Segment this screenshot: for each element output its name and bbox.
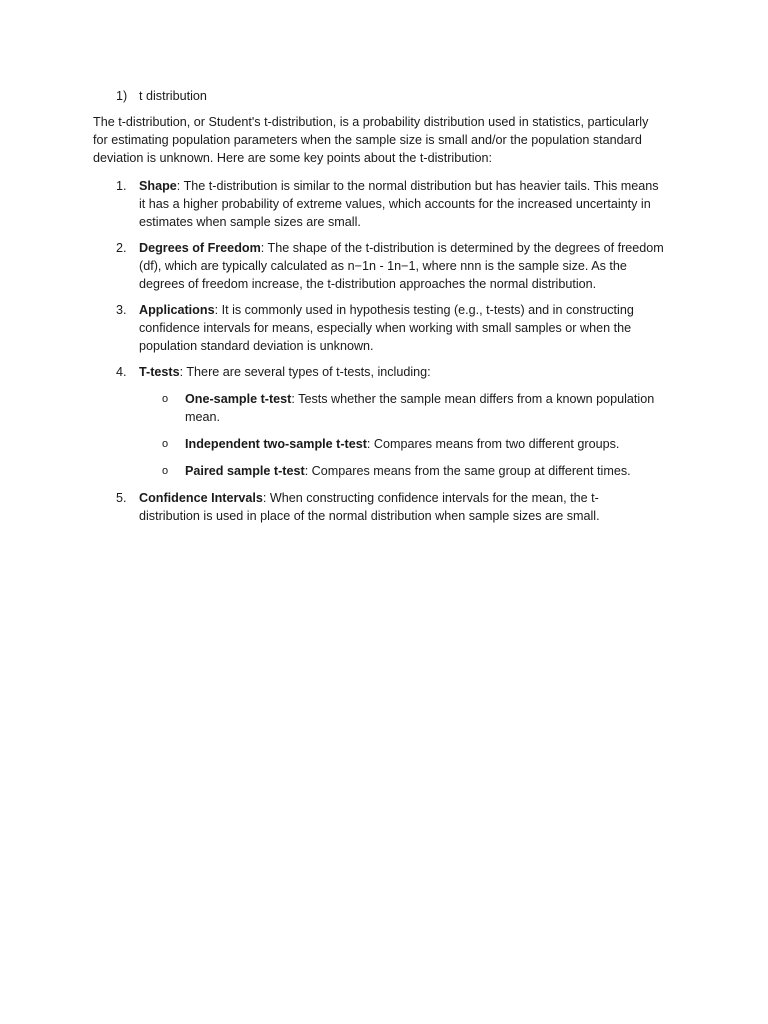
item-term: One-sample t-test — [185, 392, 292, 406]
item-term: T-tests — [139, 365, 180, 379]
sublist-item-one-sample — [139, 390, 676, 426]
item-text: : The shape of the t-distribution is determined by the degrees of freedom (df), which are typically calculated as n−1n - 1n−1, where nnn is the sample size. As the degrees of freedom increase, the t-distribution approaches the normal distribution. — [139, 241, 664, 291]
item-term: Confidence Intervals — [139, 491, 263, 505]
key-points-list — [116, 177, 676, 533]
list-marker: 5. — [116, 491, 127, 505]
list-item-shape — [116, 177, 676, 231]
item-term: Applications — [139, 303, 215, 317]
section-heading — [116, 87, 207, 105]
t-tests-sublist — [139, 390, 676, 480]
list-marker: 4. — [116, 365, 127, 379]
list-marker: 2. — [116, 241, 127, 255]
list-marker: 1. — [116, 179, 127, 193]
item-term: Independent two-sample t-test — [185, 437, 367, 451]
item-term: Paired sample t-test — [185, 464, 305, 478]
item-text: : The t-distribution is similar to the normal distribution but has heavier tails. This means it has a higher probability of extreme values, which accounts for the increased uncertainty in estimates when sample sizes are small. — [139, 179, 659, 229]
intro-paragraph: The t-distribution, or Student's t-distribution, is a probability distribution used in statistics, particularly for estimating population parameters when the sample size is small and/or the population standard deviation is unknown. Here are some key points about the t-distribution: — [93, 115, 649, 165]
item-text: : When constructing confidence intervals for the mean, the t-distribution is used in place of the normal distribution when sample sizes are small. — [139, 491, 600, 523]
sublist-bullet: o — [162, 393, 169, 405]
item-term: Degrees of Freedom — [139, 241, 261, 255]
sublist-item-paired — [139, 462, 676, 480]
list-item-degrees-of-freedom — [116, 239, 676, 293]
sublist-bullet: o — [162, 438, 169, 450]
list-item-applications — [116, 301, 676, 355]
heading-title: t distribution — [139, 89, 207, 103]
item-term: Shape — [139, 179, 177, 193]
item-text: : It is commonly used in hypothesis testing (e.g., t-tests) and in constructing confidence intervals for means, especially when working with small samples or when the population standard deviation is unknown. — [139, 303, 634, 353]
list-item-confidence-intervals — [116, 489, 676, 525]
item-text: : Compares means from two different groups. — [366, 437, 620, 451]
sublist-bullet: o — [162, 465, 169, 477]
item-text: : There are several types of t-tests, including: — [179, 365, 431, 379]
sublist-item-independent — [139, 435, 676, 453]
list-item-t-tests — [116, 363, 676, 381]
item-text: : Compares means from the same group at different times. — [304, 464, 631, 478]
item-text: : Tests whether the sample mean differs from a known population mean. — [185, 392, 655, 424]
list-marker: 3. — [116, 303, 127, 317]
heading-number: 1) — [116, 89, 128, 103]
